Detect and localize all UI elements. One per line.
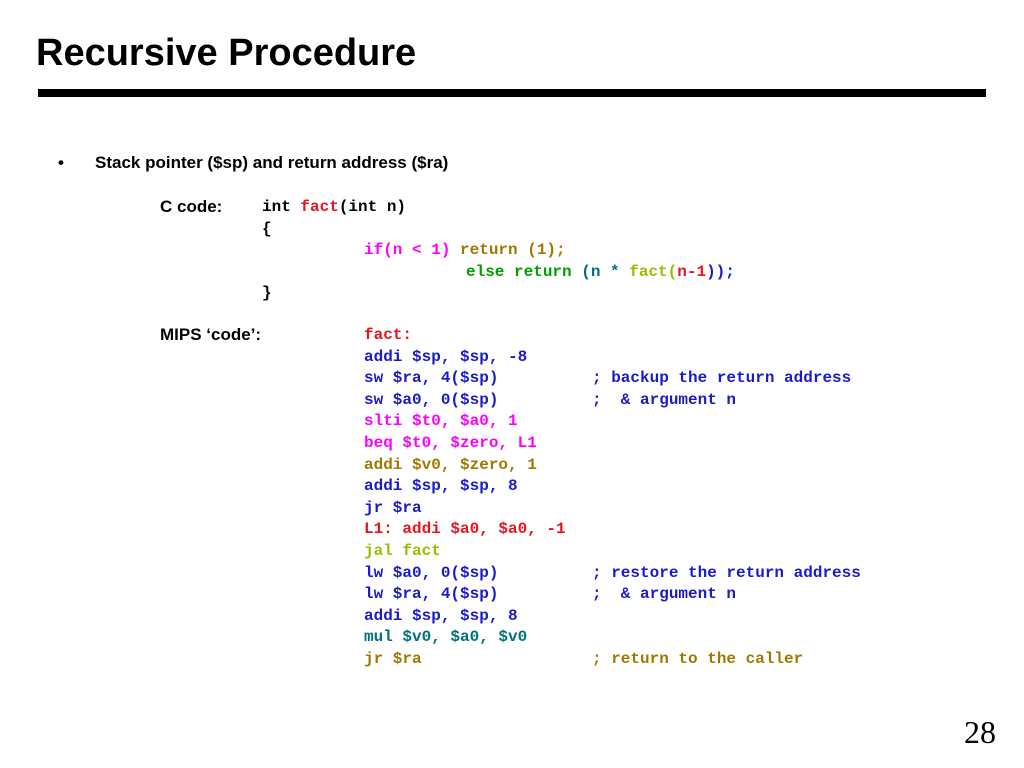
c-code-line: [466, 262, 735, 284]
mips-comment: ; & argument n: [592, 390, 737, 409]
c-code-line: [364, 240, 566, 262]
c-code-line: [262, 197, 406, 219]
mips-code-line: [364, 563, 964, 585]
mips-instruction: jr $ra: [364, 650, 422, 668]
bullet-item: [58, 152, 448, 174]
c-code-token: if(n < 1): [364, 241, 461, 259]
mips-code-line: [364, 541, 964, 563]
mips-instruction: beq $t0, $zero, L1: [364, 434, 537, 452]
mips-instruction: jal fact: [364, 542, 441, 560]
mips-instruction: fact:: [364, 326, 413, 344]
c-code-token: fact: [300, 198, 339, 216]
c-code-line: [262, 219, 272, 241]
mips-code-line: [364, 411, 964, 433]
mips-code-line: [364, 433, 964, 455]
mips-code-line: [364, 325, 964, 347]
mips-code-line: [364, 390, 964, 412]
c-code-label: C code:: [160, 197, 223, 216]
bullet-text: Stack pointer ($sp) and return address ($ra): [95, 153, 449, 172]
title-divider: [38, 89, 986, 97]
mips-comment: ; backup the return address: [592, 369, 852, 388]
c-code-token: (n *: [581, 263, 630, 281]
c-code-token: else return: [466, 263, 582, 281]
page-number: 28: [964, 714, 996, 750]
c-code-token: ));: [706, 263, 735, 281]
c-code-token: (int n): [338, 198, 407, 216]
mips-instruction: sw $a0, 0($sp): [364, 390, 499, 409]
mips-instruction: addi $v0, $zero, 1: [364, 455, 537, 474]
mips-instruction: jr $ra: [364, 498, 422, 517]
mips-instruction: slti $t0, $a0, 1: [364, 412, 518, 431]
mips-instruction: sw $ra, 4($sp): [364, 369, 499, 388]
mips-instruction: addi $sp, $sp, 8: [364, 477, 518, 496]
mips-comment: ; restore the return address: [592, 563, 861, 582]
mips-code-line: [364, 455, 964, 477]
mips-code-line: [364, 584, 964, 606]
c-code-token: {: [262, 220, 272, 238]
mips-instruction: L1: addi $a0, $a0, -1: [364, 520, 566, 539]
mips-instruction: addi $sp, $sp, 8: [364, 606, 518, 625]
mips-instruction: lw $ra, 4($sp): [364, 585, 499, 604]
c-code-token: int: [262, 198, 301, 216]
mips-comment: ; & argument n: [592, 585, 737, 604]
c-code-token: n-1: [677, 263, 707, 281]
mips-code-line: [364, 368, 964, 390]
mips-code-label: MIPS ‘code’:: [160, 325, 262, 344]
c-code-line: [262, 283, 272, 305]
mips-code-line: [364, 519, 964, 541]
mips-code-line: [364, 606, 964, 628]
bullet-icon: •: [58, 153, 64, 172]
c-code-token: fact(: [629, 263, 678, 281]
mips-code-line: [364, 476, 964, 498]
mips-code-line: [364, 649, 964, 671]
mips-code-line: [364, 627, 964, 649]
c-code-token: return (1);: [460, 241, 566, 259]
slide-title: Recursive Procedure: [36, 32, 417, 74]
c-code-token: }: [262, 284, 272, 302]
mips-code-line: [364, 347, 964, 369]
mips-comment: ; return to the caller: [592, 650, 804, 668]
mips-instruction: mul $v0, $a0, $v0: [364, 628, 528, 647]
mips-instruction: addi $sp, $sp, -8: [364, 347, 528, 366]
mips-instruction: lw $a0, 0($sp): [364, 563, 499, 582]
mips-code-line: [364, 498, 964, 520]
